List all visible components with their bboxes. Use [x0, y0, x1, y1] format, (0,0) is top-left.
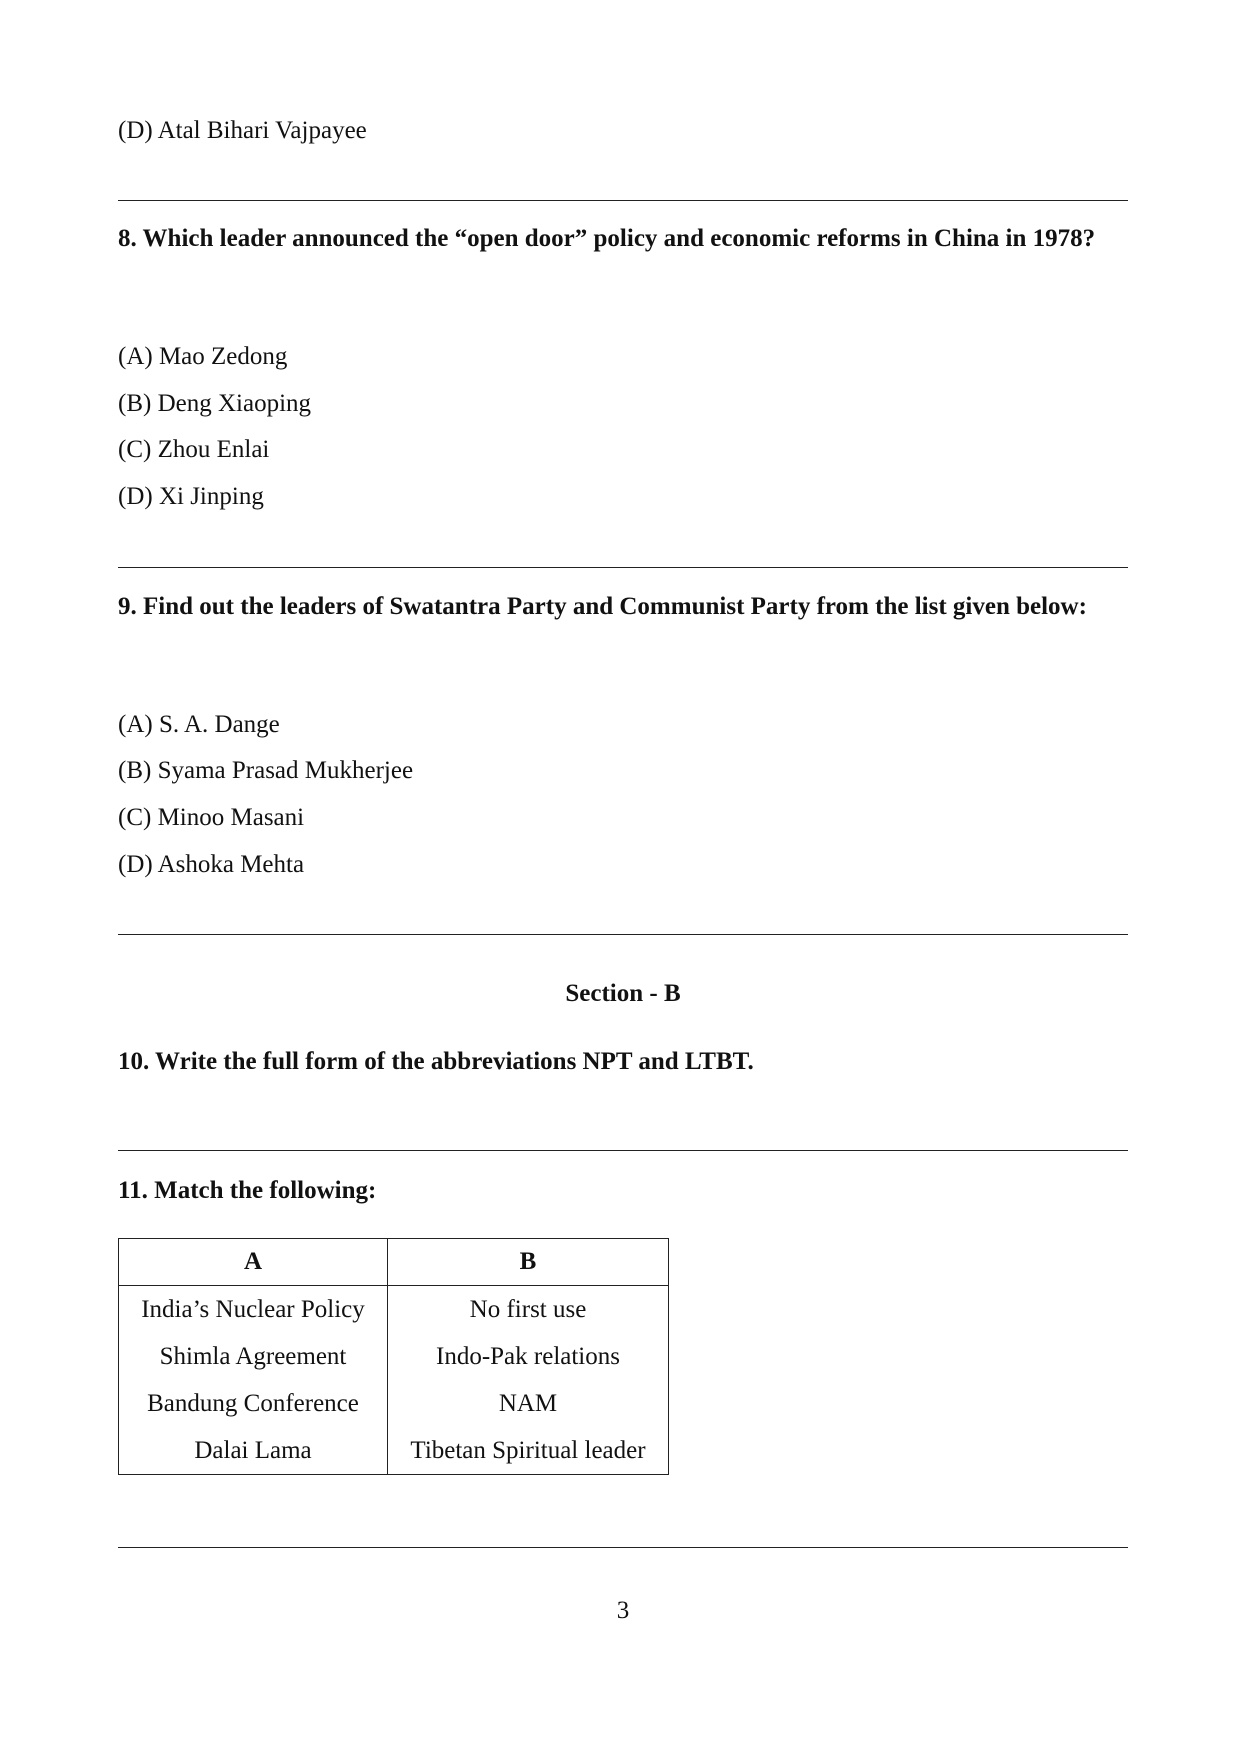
match-table	[118, 1238, 669, 1475]
match-cell-b: Indo-Pak relations	[436, 1342, 620, 1370]
match-cell-a: Shimla Agreement	[119, 1333, 388, 1380]
divider	[118, 567, 1128, 568]
q8-option-c: (C) Zhou Enlai	[118, 436, 270, 463]
q8-option-d: (D) Xi Jinping	[118, 483, 264, 510]
match-cell-b: No first use	[469, 1295, 587, 1323]
page-number: 3	[616, 1597, 630, 1624]
section-b-title: Section - B	[565, 980, 681, 1007]
table-row	[119, 1333, 669, 1380]
match-header-a: A	[119, 1239, 388, 1286]
q9-option-c: (C) Minoo Masani	[118, 804, 305, 831]
divider	[118, 1150, 1128, 1151]
match-cell-b: NAM	[498, 1389, 558, 1417]
q9-option-a: (A) S. A. Dange	[118, 711, 280, 738]
match-cell-a: Bandung Conference	[119, 1380, 388, 1427]
q8-option-a: (A) Mao Zedong	[118, 343, 288, 370]
q9-question: 9. Find out the leaders of Swatantra Party and Communist Party from the list given below:	[118, 593, 1087, 620]
table-row	[119, 1380, 669, 1427]
match-cell-a: Dalai Lama	[119, 1427, 388, 1475]
q7-option-d: (D) Atal Bihari Vajpayee	[118, 117, 367, 144]
match-table-header-row	[119, 1239, 669, 1286]
divider	[118, 934, 1128, 935]
q11-question: 11. Match the following:	[118, 1177, 377, 1204]
divider	[118, 1547, 1128, 1548]
match-cell-b: Tibetan Spiritual leader	[410, 1436, 646, 1464]
table-row	[119, 1427, 669, 1475]
q10-question: 10. Write the full form of the abbreviations NPT and LTBT.	[118, 1048, 754, 1075]
q8-option-b: (B) Deng Xiaoping	[118, 390, 312, 417]
divider	[118, 200, 1128, 201]
table-row	[119, 1286, 669, 1334]
q8-question: 8. Which leader announced the “open door” policy and economic reforms in China in 1978?	[118, 225, 1096, 252]
q9-option-d: (D) Ashoka Mehta	[118, 851, 305, 878]
match-header-b: B	[388, 1239, 669, 1286]
q9-option-b: (B) Syama Prasad Mukherjee	[118, 757, 414, 784]
match-cell-a: India’s Nuclear Policy	[119, 1286, 388, 1334]
